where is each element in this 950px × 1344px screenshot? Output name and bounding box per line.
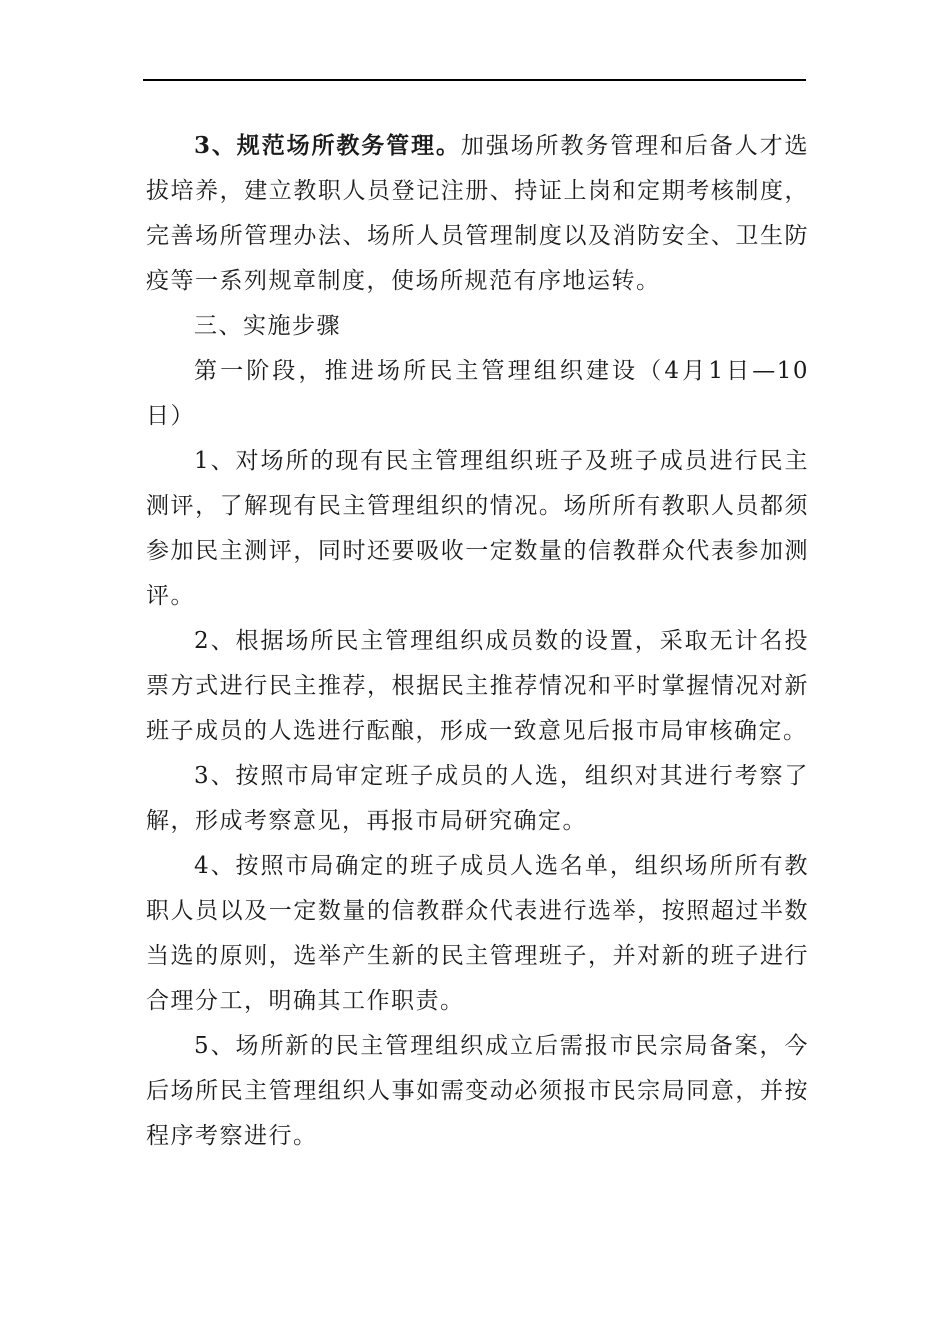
paragraph-standardize-management: [146, 123, 809, 304]
section-heading-implementation-steps: 三、实施步骤: [194, 313, 341, 339]
paragraph-step-5: 5、场所新的民主管理组织成立后需报市民宗局备案，今后场所民主管理组织人事如需变动必须报市民宗局同意，并按程序考察进行。: [146, 1033, 809, 1149]
paragraph-phase-one: 第一阶段，推进场所民主管理组织建设（4月1日—10日）: [146, 358, 809, 429]
paragraph-step-1: 1、对场所的现有民主管理组织班子及班子成员进行民主测评，了解现有民主管理组织的情况。场所所有教职人员都须参加民主测评，同时还要吸收一定数量的信教群众代表参加测评。: [146, 448, 809, 609]
paragraph-text: 加强场所教务管理和后备人才选拔培养，建立教职人员登记注册、持证上岗和定期考核制度，完善场所管理办法、场所人员管理制度以及消防安全、卫生防疫等一系列规章制度，使场所规范有序地运转。: [146, 133, 809, 294]
paragraph-step-2: 2、根据场所民主管理组织成员数的设置，采取无计名投票方式进行民主推荐，根据民主推荐情况和平时掌握情况对新班子成员的人选进行酝酿，形成一致意见后报市局审核确定。: [146, 628, 809, 744]
document-body: [146, 123, 809, 1159]
paragraph-step-4: 4、按照市局确定的班子成员人选名单，组织场所所有教职人员以及一定数量的信教群众代表进行选举，按照超过半数当选的原则，选举产生新的民主管理班子，并对新的班子进行合理分工，明确其工作职责。: [146, 853, 809, 1014]
header-rule: [143, 79, 806, 81]
paragraph-step-3: 3、按照市局审定班子成员的人选，组织对其进行考察了解，形成考察意见，再报市局研究确定。: [146, 763, 809, 834]
paragraph-lead: 3、规范场所教务管理。: [194, 132, 461, 159]
